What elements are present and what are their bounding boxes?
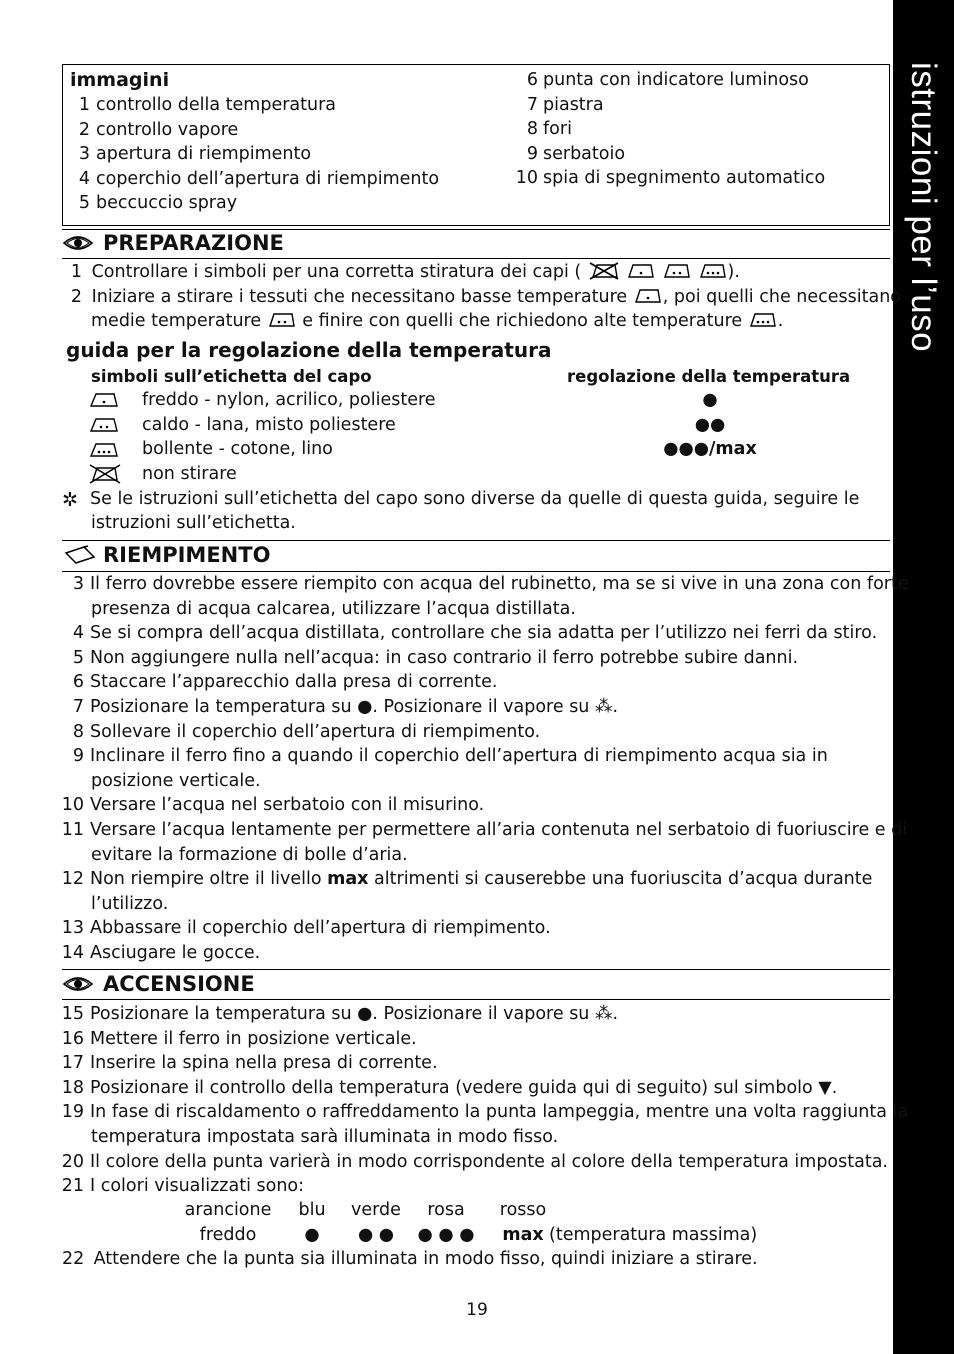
list-item: Se si compra dell’acqua distillata, controllare che sia adatta per l’utilizzo nei ferri da stiro.: [90, 623, 878, 644]
no-iron-icon: [587, 262, 621, 280]
item-number: 6: [72, 672, 84, 693]
iron-3dot-icon: [698, 262, 728, 280]
list-item: apertura di riempimento: [96, 144, 312, 165]
list-item: 22 Attendere che la punta sia illuminata in modo fisso, quindi iniziare a stirare.: [62, 1249, 758, 1269]
item-number: 20: [61, 1151, 84, 1172]
iron-2dot-icon: [88, 416, 120, 434]
list-item: 2 Iniziare a stirare i tessuti che necessitano basse temperature , poi quelli che necessitano: [70, 287, 901, 307]
list-item-continuation: temperatura impostata sarà illuminata in modo fisso.: [91, 1127, 559, 1147]
color-value: ● ● ●: [417, 1225, 475, 1245]
list-item: serbatoio: [543, 143, 626, 164]
item-number: 11: [61, 820, 84, 840]
divider: [62, 540, 890, 541]
no-iron-icon: [88, 464, 122, 484]
item-number: 4: [78, 168, 90, 189]
color-value: freddo: [199, 1225, 257, 1245]
item-number: 6: [526, 70, 538, 90]
item-number: 19: [61, 1102, 84, 1123]
eye-icon: [62, 974, 94, 994]
list-item: Versare l’acqua nel serbatoio con il misurino.: [90, 795, 485, 816]
list-item: controllo vapore: [96, 119, 239, 140]
list-item: Posizionare la temperatura su ●. Posizionare il vapore su ⁂.: [90, 697, 619, 717]
item-number: 7: [526, 94, 538, 115]
list-item-continuation: medie temperature e finire con quelli che richiedono alte temperature .: [91, 311, 784, 331]
item-number: 21: [61, 1176, 84, 1197]
item-number: 17: [61, 1053, 84, 1074]
section-heading-riempimento: RIEMPIMENTO: [103, 543, 271, 567]
iron-2dot-icon: [662, 262, 692, 280]
guide-col-symbols: simboli sull’etichetta del capo: [91, 367, 372, 386]
iron-1dot-icon: [88, 391, 120, 409]
item-number: 14: [61, 943, 84, 963]
item-number: 8: [526, 119, 538, 140]
list-item: beccuccio spray: [96, 193, 238, 214]
item-number: 13: [61, 918, 84, 939]
item-number: 5: [78, 193, 90, 214]
list-item: 1 Controllare i simboli per una corretta stiratura dei capi ( ).: [70, 262, 740, 282]
guide-heading: guida per la regolazione della temperatura: [66, 338, 552, 362]
section-heading-accensione: ACCENSIONE: [103, 972, 255, 996]
list-item: Staccare l’apparecchio dalla presa di corrente.: [90, 672, 498, 693]
guide-row-label: freddo - nylon, acrilico, poliestere: [142, 390, 436, 410]
guide-row-setting: ●●: [694, 414, 726, 435]
list-item: Non aggiungere nulla nell’acqua: in caso contrario il ferro potrebbe subire danni.: [90, 647, 799, 668]
list-item-continuation: presenza di acqua calcarea, utilizzare l’acqua distillata.: [91, 598, 576, 619]
guide-row-label: caldo - lana, misto poliestere: [142, 414, 396, 435]
item-number: 15: [61, 1004, 84, 1024]
divider: [62, 999, 890, 1000]
list-item: Il ferro dovrebbe essere riempito con acqua del rubinetto, ma se si vive in una zona con forte: [90, 574, 909, 594]
iron-1dot-icon: [626, 262, 656, 280]
color-value: ● ●: [357, 1225, 395, 1245]
color-name: rosso: [499, 1200, 547, 1220]
list-item-continuation: l’utilizzo.: [91, 893, 169, 914]
list-item: Versare l’acqua lentamente per permettere all’aria contenuta nel serbatoio di fuoriuscire e di: [90, 820, 908, 840]
list-item-continuation: evitare la formazione di bolle d’aria.: [91, 844, 408, 865]
color-name: verde: [351, 1200, 401, 1220]
item-number: 10: [515, 168, 538, 189]
list-item: Il colore della punta varierà in modo corrispondente al colore della temperatura impostata.: [90, 1151, 888, 1172]
guide-row-setting: ●: [702, 390, 718, 410]
list-item: Inclinare il ferro fino a quando il coperchio dell’apertura di riempimento acqua sia in: [90, 746, 828, 767]
item-number: 12: [61, 869, 84, 890]
item-number: 18: [61, 1077, 84, 1098]
jug-icon: [64, 545, 96, 565]
item-number: 3: [78, 144, 90, 165]
list-item: fori: [543, 119, 572, 140]
iron-3dot-icon: [88, 441, 120, 459]
item-number: 16: [61, 1028, 84, 1049]
list-item: Asciugare le gocce.: [90, 943, 261, 963]
list-item: coperchio dell’apertura di riempimento: [96, 168, 440, 189]
max-note: (temperatura massima): [549, 1225, 758, 1245]
item-number: 1: [78, 95, 90, 115]
divider: [62, 258, 890, 259]
iron-1dot-icon: [633, 287, 663, 305]
item-number: 9: [526, 143, 538, 164]
list-item: spia di spegnimento automatico: [543, 168, 826, 189]
iron-2dot-icon: [267, 311, 297, 329]
list-item: Posizionare il controllo della temperatura (vedere guida qui di seguito) sul simbolo ▼.: [90, 1077, 838, 1098]
item-number: 2: [78, 119, 90, 140]
guide-note: Se le istruzioni sull’etichetta del capo sono diverse da quelle di questa guida, seguire le: [90, 489, 860, 509]
list-item: Posizionare la temperatura su ●. Posizionare il vapore su ⁂.: [90, 1004, 619, 1024]
sun-icon: ✲: [62, 489, 78, 511]
eye-icon: [62, 233, 94, 253]
item-number: 8: [72, 721, 84, 742]
images-title: immagini: [70, 69, 170, 91]
list-item: Abbassare il coperchio dell’apertura di riempimento.: [90, 918, 551, 939]
item-number: 3: [72, 574, 84, 594]
item-number: 10: [61, 795, 84, 816]
section-heading-preparazione: PREPARAZIONE: [103, 231, 284, 255]
list-item: Mettere il ferro in posizione verticale.: [90, 1028, 417, 1049]
item-number: 4: [72, 623, 84, 644]
item-number: 9: [72, 746, 84, 767]
item-number: 5: [72, 647, 84, 668]
sidebar-title: istruzioni per l’uso: [904, 62, 943, 353]
list-item-continuation: posizione verticale.: [91, 770, 261, 791]
guide-row-setting: ●●●/max: [663, 439, 757, 460]
item-number: 7: [72, 697, 84, 717]
list-item: Inserire la spina nella presa di corrente.: [90, 1053, 438, 1074]
guide-row-label: bollente - cotone, lino: [142, 439, 333, 460]
list-item: piastra: [543, 94, 604, 115]
color-value: max: [502, 1225, 544, 1245]
divider: [62, 969, 890, 970]
list-item: punta con indicatore luminoso: [543, 70, 809, 90]
color-name: rosa: [427, 1200, 465, 1220]
page-number: 19: [466, 1300, 488, 1320]
list-item: In fase di riscaldamento o raffreddamento la punta lampeggia, mentre una volta raggiunta la: [90, 1102, 909, 1123]
list-item: controllo della temperatura: [96, 95, 337, 115]
color-name: arancione: [184, 1200, 272, 1220]
color-name: blu: [298, 1200, 326, 1220]
color-value: ●: [304, 1225, 320, 1245]
list-item: Non riempire oltre il livello max altrimenti si causerebbe una fuoriuscita d’acqua durante: [90, 869, 873, 890]
list-item: Sollevare il coperchio dell’apertura di riempimento.: [90, 721, 541, 742]
list-item: I colori visualizzati sono:: [90, 1176, 305, 1197]
guide-row-label: non stirare: [142, 464, 237, 485]
guide-col-settings: regolazione della temperatura: [567, 367, 851, 386]
iron-3dot-icon: [748, 311, 778, 329]
guide-note-continuation: istruzioni sull’etichetta.: [91, 513, 296, 533]
